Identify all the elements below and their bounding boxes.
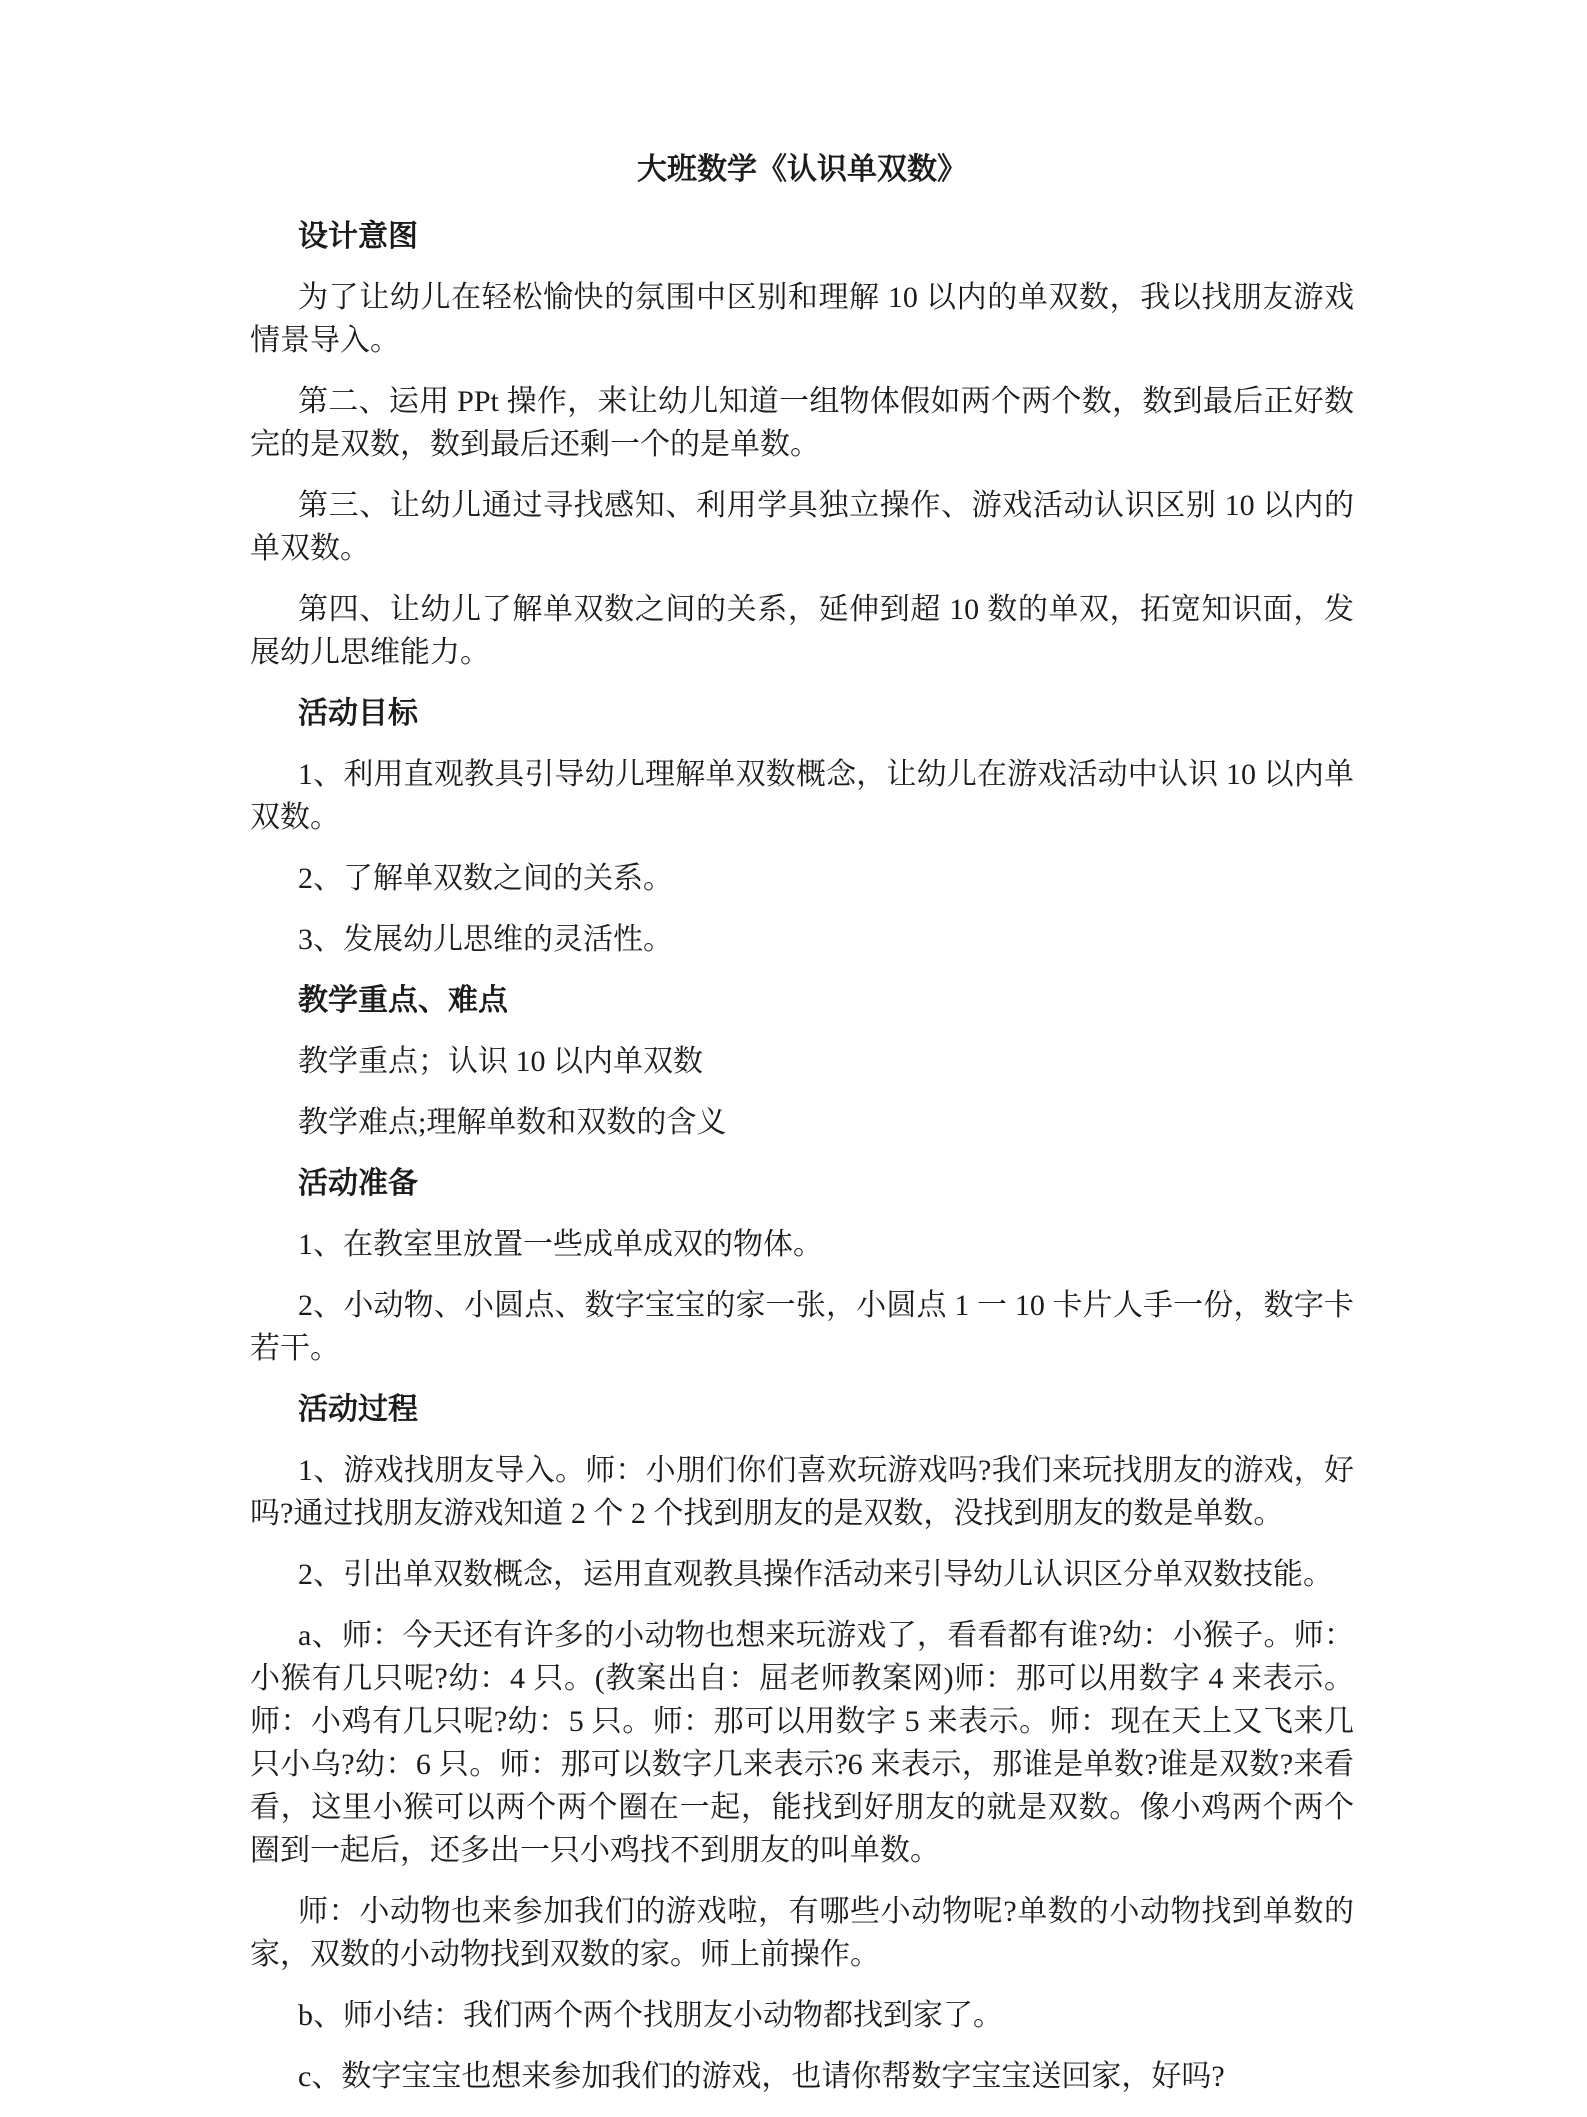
paragraph: 1、在教室里放置一些成单成双的物体。 (298, 1228, 823, 1261)
paragraph: 1、利用直观教具引导幼儿理解单双数概念，让幼儿在游戏活动中认识 10 以内单双数。 (250, 758, 1354, 834)
paragraph: b、师小结：我们两个两个找朋友小动物都找到家了。 (298, 1999, 1003, 2032)
section-heading: 活动准备 (298, 1167, 418, 1200)
paragraph: 2、小动物、小圆点、数字宝宝的家一张，小圆点 1 一 10 卡片人手一份，数字卡若干。 (250, 1289, 1354, 1365)
section-heading: 活动过程 (298, 1393, 418, 1426)
paragraph: 教学难点;理解单数和双数的含义 (298, 1106, 727, 1139)
document-body (250, 215, 1354, 2098)
paragraph: 3、发展幼儿思维的灵活性。 (298, 923, 673, 956)
section-heading: 设计意图 (298, 220, 418, 253)
paragraph: 第三、让幼儿通过寻找感知、利用学具独立操作、游戏活动认识区别 10 以内的单双数。 (250, 489, 1354, 565)
paragraph: 2、引出单双数概念，运用直观教具操作活动来引导幼儿认识区分单双数技能。 (298, 1558, 1333, 1591)
paragraph: 师：小动物也来参加我们的游戏啦，有哪些小动物呢?单数的小动物找到单数的家，双数的小动物找到双数的家。师上前操作。 (250, 1895, 1354, 1971)
document-title: 大班数学《认识单双数》 (637, 153, 967, 186)
paragraph: a、师：今天还有许多的小动物也想来玩游戏了，看看都有谁?幼：小猴子。师：小猴有几只呢?幼：4 只。(教案出自：屈老师教案网)师：那可以用数字 4 来表示。师：小鸡有几只呢?幼：5 只。师：那可以用数字 5 来表示。师：现在天上又飞来几只小乌?幼：6 只。师：那可以数字几来表示?6 来表示，那谁是单数?谁是双数?来看看，这里小猴可以两个两个圈在一起，能找到好朋友的就是双数。像小鸡两个两个圈到一起后，还多出一只小鸡找不到朋友的叫单数。 (250, 1619, 1354, 1867)
paragraph: 2、了解单双数之间的关系。 (298, 862, 673, 895)
paragraph: 第四、让幼儿了解单双数之间的关系，延伸到超 10 数的单双，拓宽知识面，发展幼儿思维能力。 (250, 593, 1354, 669)
section-heading: 活动目标 (298, 697, 418, 730)
paragraph: 教学重点；认识 10 以内单双数 (298, 1045, 703, 1078)
section-heading: 教学重点、难点 (298, 984, 508, 1017)
paragraph: c、数字宝宝也想来参加我们的游戏，也请你帮数字宝宝送回家，好吗? (298, 2060, 1225, 2093)
paragraph: 第二、运用 PPt 操作，来让幼儿知道一组物体假如两个两个数，数到最后正好数完的是双数，数到最后还剩一个的是单数。 (250, 385, 1354, 461)
paragraph: 1、游戏找朋友导入。师：小朋们你们喜欢玩游戏吗?我们来玩找朋友的游戏，好吗?通过找朋友游戏知道 2 个 2 个找到朋友的是双数，没找到朋友的数是单数。 (250, 1454, 1354, 1530)
paragraph: 为了让幼儿在轻松愉快的氛围中区别和理解 10 以内的单双数，我以找朋友游戏情景导入。 (250, 281, 1354, 357)
